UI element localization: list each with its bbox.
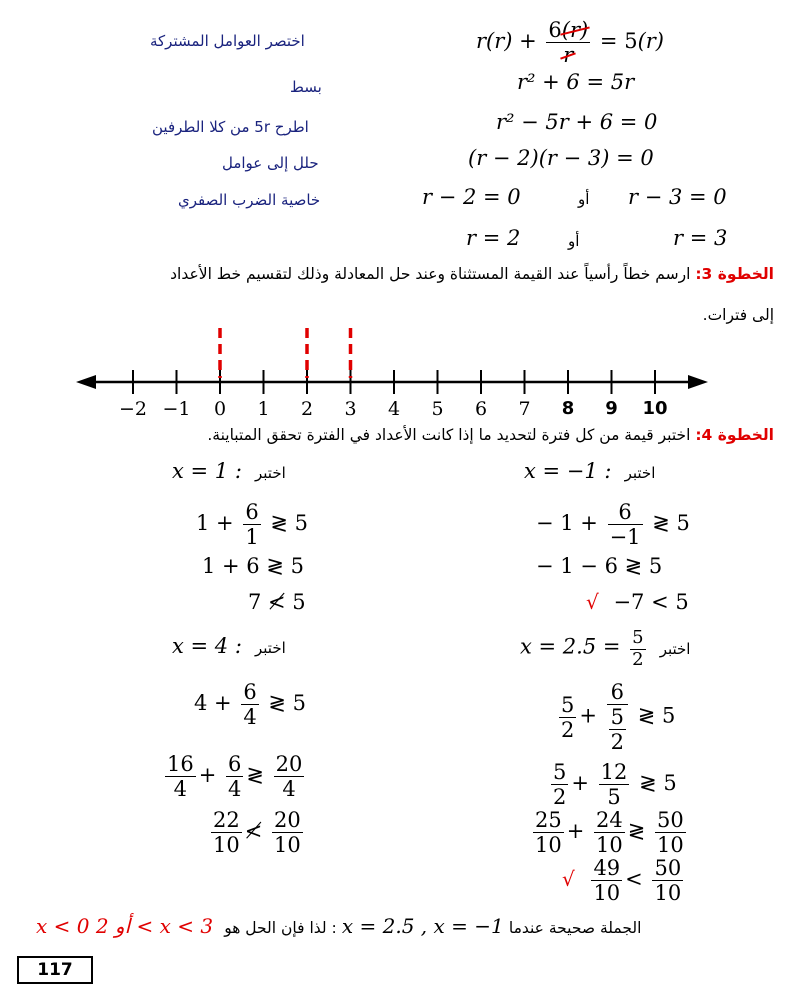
step-label-2: بسط [290,78,322,96]
number-line-left-arrow [76,375,96,389]
equation-3: r² − 5r + 6 = 0 [496,110,658,134]
step3-text: ارسم خطاً رأسياً عند القيمة المستثناة وعند حل المعادلة وذلك لتقسيم خط الأعداد [170,265,691,283]
conclusion-mid: لذا فإن الحل هو : [224,919,337,937]
number-line-tick-label: 7 [518,398,531,420]
test-x-neg1-value: x = −1 : [524,459,612,483]
conclusion-prefix: الجملة صحيحة عندما [508,919,642,937]
or-word-2: أو [568,232,580,250]
number-line-tick-label: 8 [561,398,575,419]
test-x-neg1-line2: − 1 − 6 ≷ 5 [536,554,663,578]
solution-set: x < 0 أو 2 < x < 3 [36,914,214,938]
step-label-4: حلل إلى عوامل [222,154,319,172]
number-line-tick-label: −1 [162,398,191,420]
step4-text: اختبر قيمة من كل فترة لتحديد ما إذا كانت الأعداد في الفترة تحقق المتباينة. [207,426,691,444]
test-x-neg1-header [524,459,655,483]
number-line-tick-label: 2 [300,398,314,420]
equation-5-left: r − 2 = 0 [422,185,521,209]
number-line-tick-label: −2 [118,398,147,420]
number-line-tick-label: 5 [431,398,444,420]
or-word-1: أو [578,190,590,208]
number-line-tick-label: 3 [344,398,357,420]
check-mark-icon-2: √ [562,867,575,892]
number-line-tick-label: 1 [257,398,270,420]
equation-6-right: r = 3 [673,226,728,250]
test-x-25-header: x = 2.5 = $\frac{5}{2}$ اختبر [520,627,691,670]
equation-6-left: r = 2 [466,226,521,250]
number-line-tick-label: 0 [213,398,227,420]
step4-paragraph [207,426,774,444]
number-line-tick-label: 10 [642,398,668,419]
test-x-neg1-line3 [586,590,689,614]
test-x-neg1-result: −7 < 5 [613,590,689,614]
equation-2: r² + 6 = 5r [517,70,635,94]
conclusion-values: x = 2.5 , x = −1 [341,914,504,938]
test-x-4-value: x = 4 : [172,634,242,658]
test-x-25-line4: √ $\frac{49}{10}$ < $\frac{50}{10}$ [562,856,682,906]
test-x-1-line3: 7 ≮ 5 [248,590,306,614]
test-word-3: اختبر [659,639,691,658]
test-x-1-header [172,459,286,483]
equation-5-right: r − 3 = 0 [628,185,727,209]
step-label-5: خاصية الضرب الصفري [178,191,321,209]
test-x-neg1-line1: − 1 + $\frac{6}{-1}$ ≷ 5 [536,500,690,550]
step-label-3: اطرح 5r من كلا الطرفين [152,118,309,136]
number-line-tick-label: 6 [474,398,488,420]
less-than-sign: < [625,867,643,892]
test-x-4-line1: 4 + $\frac{6}{4}$ ≷ 5 [194,680,306,730]
step3-paragraph-line2: إلى فترات. [702,306,774,324]
number-line-right-arrow [688,375,708,389]
step-label-1: اختصر العوامل المشتركة [150,32,305,50]
test-word-1: اختبر [624,464,656,482]
test-x-25-line2: $\frac{5}{2}$ + $\frac{12}{5}$ ≷ 5 [553,760,677,810]
step4-title: الخطوة 4: [695,426,774,444]
step3-paragraph-line1 [170,265,774,283]
test-x-4-line2: $\frac{16}{4}$ + $\frac{6}{4}$ ≷ $\frac{20}{4}$ [167,752,303,802]
check-mark-icon: √ [586,590,599,614]
test-x-25-line1: $\frac{5}{2}$ + $\frac{6}{\frac{5}{2}}$ ≷ 5 [561,680,676,755]
test-word-4: اختبر [255,639,286,657]
test-x-25-value: x = 2.5 = [520,634,628,659]
equation-4: (r − 2)(r − 3) = 0 [468,146,654,170]
test-x-25-line3: $\frac{25}{10}$ + $\frac{24}{10}$ ≷ $\frac{50}{10}$ [535,808,684,858]
test-x-1-value: x = 1 : [172,459,242,483]
test-word-2: اختبر [255,464,286,482]
equation-1: r(r) + $\frac{6(r)}{r}$ = 5(r) [476,18,664,68]
test-x-1-line1: 1 + $\frac{6}{1}$ ≷ 5 [196,500,308,550]
test-x-1-line2: 1 + 6 ≷ 5 [202,554,304,578]
step3-title: الخطوة 3: [695,265,774,283]
test-x-4-header [172,634,286,658]
page-number: 117 [17,956,93,984]
number-line-tick-label: 9 [605,398,618,419]
test-x-4-line3: $\frac{22}{10}$ ≮ $\frac{20}{10}$ [213,808,301,858]
number-line-tick-label: 4 [387,398,401,420]
conclusion-line [36,914,641,938]
